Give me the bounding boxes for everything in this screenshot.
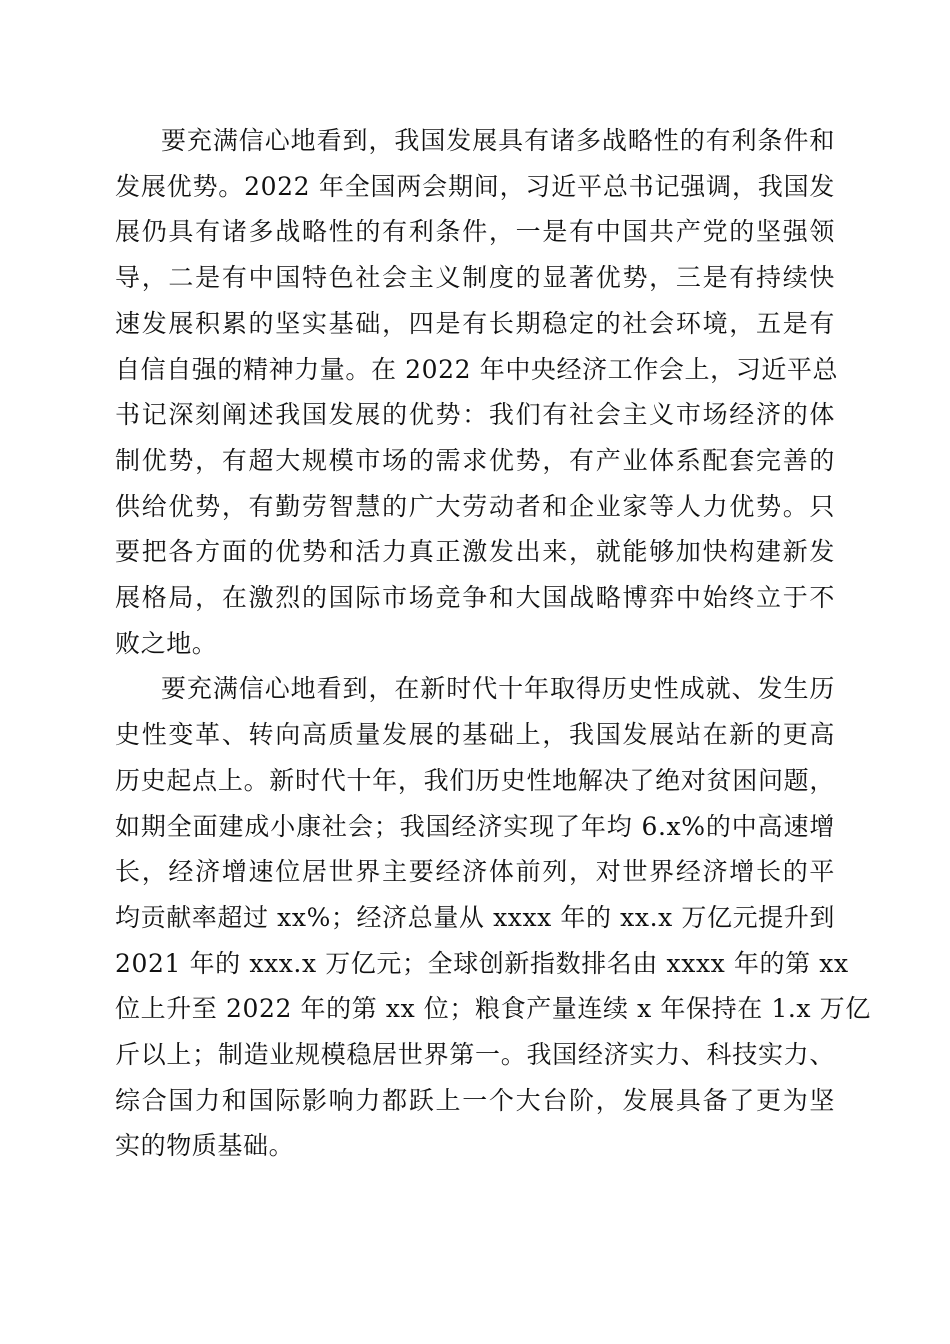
text-line: 展格局，在激烈的国际市场竞争和大国战略博弈中始终立于不	[115, 583, 835, 613]
text-line: 历史起点上。新时代十年，我们历史性地解决了绝对贫困问题，	[115, 765, 835, 795]
text-line: 发展优势。2022 年全国两会期间，习近平总书记强调，我国发	[115, 171, 835, 201]
text-line: 位上升至 2022 年的第 xx 位；粮食产量连续 x 年保持在 1.x 万亿	[115, 994, 871, 1024]
text-line: 要把各方面的优势和活力真正激发出来，就能够加快构建新发	[115, 537, 835, 567]
text-line: 展仍具有诸多战略性的有利条件，一是有中国共产党的坚强领	[115, 217, 835, 247]
text-line: 长，经济增速位居世界主要经济体前列，对世界经济增长的平	[115, 857, 835, 887]
text-line: 要充满信心地看到，我国发展具有诸多战略性的有利条件和	[161, 126, 835, 155]
text-line: 自信自强的精神力量。在 2022 年中央经济工作会上，习近平总	[115, 354, 839, 384]
text-line: 导，二是有中国特色社会主义制度的显著优势，三是有持续快	[115, 263, 835, 293]
text-line: 综合国力和国际影响力都跃上一个大台阶，发展具备了更为坚	[115, 1085, 835, 1115]
text-line: 制优势，有超大规模市场的需求优势，有产业体系配套完善的	[115, 445, 835, 475]
text-line: 如期全面建成小康社会；我国经济实现了年均 6.x%的中高速增	[115, 811, 835, 841]
text-line: 要充满信心地看到，在新时代十年取得历史性成就、发生历	[161, 674, 835, 704]
text-line: 供给优势，有勤劳智慧的广大劳动者和企业家等人力优势。只	[115, 491, 835, 521]
paragraph-1	[115, 118, 839, 666]
paragraph-2	[115, 666, 871, 1169]
text-line: 2021 年的 xxx.x 万亿元；全球创新指数排名由 xxxx 年的第 xx	[115, 948, 849, 978]
text-line: 斤以上；制造业规模稳居世界第一。我国经济实力、科技实力、	[115, 1040, 835, 1070]
text-line: 史性变革、转向高质量发展的基础上，我国发展站在新的更高	[115, 720, 835, 750]
document-page	[115, 118, 871, 1169]
text-line: 败之地。	[115, 628, 218, 658]
text-line: 速发展积累的坚实基础，四是有长期稳定的社会环境，五是有	[115, 308, 835, 338]
text-line: 实的物质基础。	[115, 1131, 295, 1161]
text-line: 均贡献率超过 xx%；经济总量从 xxxx 年的 xx.x 万亿元提升到	[115, 902, 835, 932]
text-line: 书记深刻阐述我国发展的优势：我们有社会主义市场经济的体	[115, 400, 835, 430]
